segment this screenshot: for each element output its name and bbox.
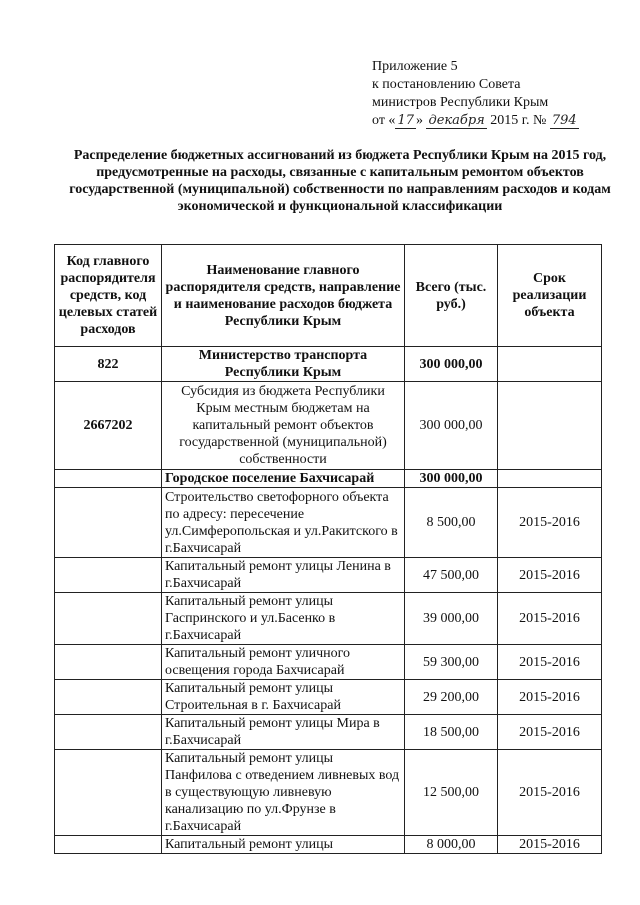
table-row	[55, 680, 602, 715]
ministry-total: 300 000,00	[405, 347, 498, 382]
settlement-total: 300 000,00	[405, 470, 498, 488]
table-header-row	[55, 245, 602, 347]
settlement-row	[55, 470, 602, 488]
row-code	[55, 750, 162, 836]
appendix-line-3: министров Республики Крым	[372, 95, 549, 110]
subsidy-total: 300 000,00	[405, 382, 498, 470]
settlement-name: Городское поселение Бахчисарай	[162, 470, 405, 488]
appendix-line-1: Приложение 5	[372, 59, 458, 74]
row-total: 47 500,00	[405, 558, 498, 593]
table-row	[55, 715, 602, 750]
row-code	[55, 680, 162, 715]
ministry-row	[55, 347, 602, 382]
row-term: 2015-2016	[498, 558, 602, 593]
date-prefix: от «	[372, 113, 396, 128]
appendix-date-line	[372, 112, 579, 130]
row-name: Капитальный ремонт улицы	[162, 836, 405, 854]
ministry-term	[498, 347, 602, 382]
row-total: 8 000,00	[405, 836, 498, 854]
row-code	[55, 836, 162, 854]
row-name: Капитальный ремонт улицы Строительная в г. Бахчисарай	[162, 680, 405, 715]
header-code: Код главного распорядителя средств, код целевых статей расходов	[55, 245, 162, 347]
row-total: 39 000,00	[405, 593, 498, 645]
row-term: 2015-2016	[498, 715, 602, 750]
appendix-header	[372, 58, 579, 130]
table-row	[55, 593, 602, 645]
row-code	[55, 645, 162, 680]
year-text: 2015 г. №	[490, 113, 547, 128]
table-row	[55, 645, 602, 680]
row-name: Капитальный ремонт уличного освещения города Бахчисарай	[162, 645, 405, 680]
row-term: 2015-2016	[498, 680, 602, 715]
document-title: Распределение бюджетных ассигнований из бюджета Республики Крым на 2015 год, предусмотренные на расходы, связанные с капитальным ремонтом объектов государственной (муниципальной) собственности по направлениям расходов и кодам экономической и функциональной классификации	[69, 148, 611, 214]
row-name: Строительство светофорного объекта по адресу: пересечение ул.Симферопольская и ул.Ракитского в г.Бахчисарай	[162, 488, 405, 558]
row-name: Капитальный ремонт улицы Мира в г.Бахчисарай	[162, 715, 405, 750]
row-name: Капитальный ремонт улицы Ленина в г.Бахчисарай	[162, 558, 405, 593]
ministry-name: Министерство транспорта Республики Крым	[162, 347, 405, 382]
row-name: Капитальный ремонт улицы Панфилова с отведением ливневых вод в существующую ливневую канализацию по ул.Фрунзе в г.Бахчисарай	[162, 750, 405, 836]
row-term: 2015-2016	[498, 836, 602, 854]
table-row	[55, 488, 602, 558]
row-total: 29 200,00	[405, 680, 498, 715]
appendix-line-2: к постановлению Совета	[372, 77, 521, 92]
row-code	[55, 488, 162, 558]
table-row	[55, 558, 602, 593]
handwritten-month: декабря	[428, 113, 485, 128]
subsidy-name: Субсидия из бюджета Республики Крым местным бюджетам на капитальный ремонт объектов государственной (муниципальной) собственности	[162, 382, 405, 470]
row-term: 2015-2016	[498, 488, 602, 558]
row-total: 18 500,00	[405, 715, 498, 750]
row-code	[55, 558, 162, 593]
table-row	[55, 836, 602, 854]
row-total: 59 300,00	[405, 645, 498, 680]
row-code	[55, 715, 162, 750]
header-total: Всего (тыс. руб.)	[405, 245, 498, 347]
row-term: 2015-2016	[498, 593, 602, 645]
settlement-code	[55, 470, 162, 488]
header-term: Срок реализации объекта	[498, 245, 602, 347]
row-total: 8 500,00	[405, 488, 498, 558]
row-term: 2015-2016	[498, 750, 602, 836]
header-name: Наименование главного распорядителя средств, направление и наименование расходов бюджета Республики Крым	[162, 245, 405, 347]
row-name: Капитальный ремонт улицы Гаспринского и ул.Басенко в г.Бахчисарай	[162, 593, 405, 645]
ministry-code: 822	[55, 347, 162, 382]
subsidy-term	[498, 382, 602, 470]
row-code	[55, 593, 162, 645]
table-row	[55, 750, 602, 836]
subsidy-code: 2667202	[55, 382, 162, 470]
handwritten-number: 794	[551, 113, 577, 128]
settlement-term	[498, 470, 602, 488]
date-mid: »	[415, 113, 423, 128]
subsidy-row	[55, 382, 602, 470]
row-term: 2015-2016	[498, 645, 602, 680]
handwritten-day: 17	[397, 113, 414, 128]
row-total: 12 500,00	[405, 750, 498, 836]
budget-table	[54, 244, 602, 854]
